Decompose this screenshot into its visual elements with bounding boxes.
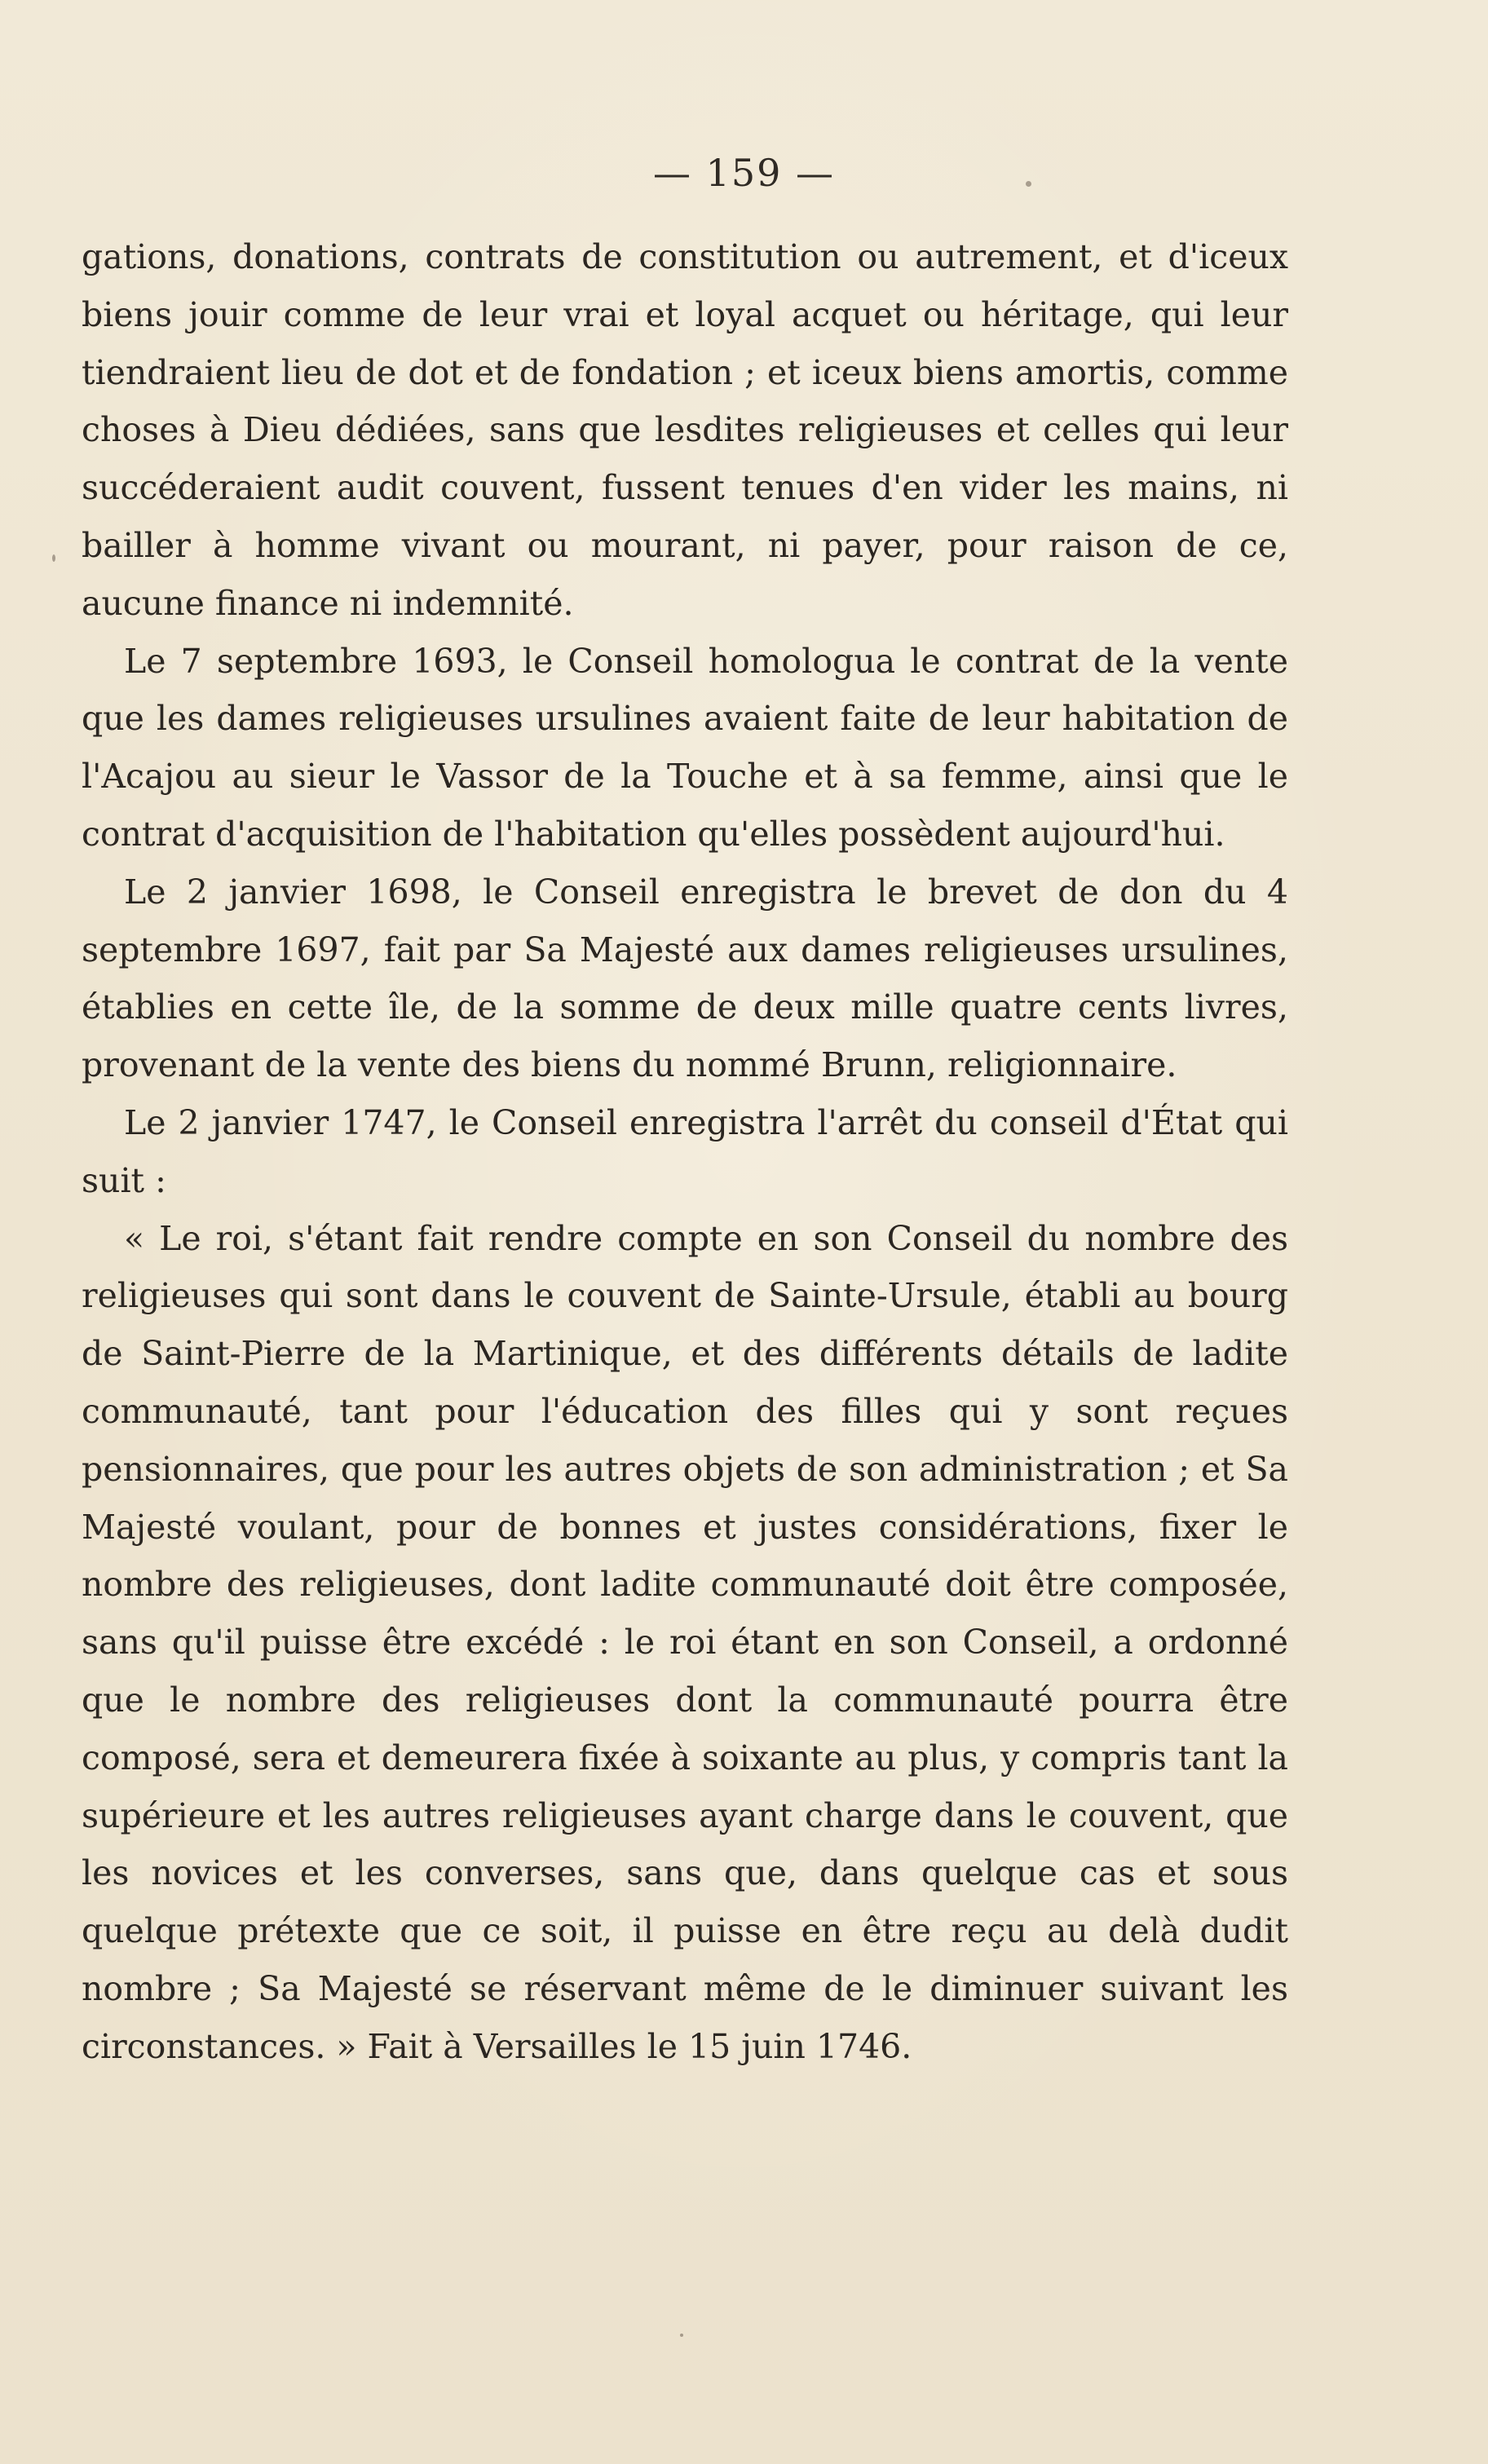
paragraph: « Le roi, s'étant fait rendre compte en son Conseil du nombre des religieuses qui sont dans le couvent de Sainte-Ursule, établi au bourg de Saint-Pierre de la Martinique, et des différents détails de ladite communauté, tant pour l'éducation des filles qui y sont reçues pensionnaires, que pour les autres objets de son administration ; et Sa Majesté voulant, pour de bonnes et justes considérations, fixer le nombre des religieuses, dont ladite communauté doit être composée, sans qu'il puisse être excédé : le roi étant en son Conseil, a ordonné que le nombre des religieuses dont la communauté pourra être composé, sera et demeurera fixée à soixante au plus, y compris tant la supérieure et les autres religieuses ayant charge dans le couvent, que les novices et les converses, sans que, dans quelque cas et sous quelque prétexte que ce soit, il puisse en être reçu au delà dudit nombre ; Sa Majesté se réservant même de le diminuer suivant les circonstances. » Fait à Versailles le 15 juin 1746. <box>82 1218 1288 2066</box>
body-text <box>82 228 1288 2076</box>
paper-speck <box>1026 181 1031 187</box>
paper-speck <box>680 2334 683 2337</box>
paragraph: Le 2 janvier 1698, le Conseil enregistra le brevet de don du 4 septembre 1697, fait par Sa Majesté aux dames religieuses ursulines, établies en cette île, de la somme de deux mille quatre cents livres, provenant de la vente des biens du nommé Brunn, religionnaire. <box>82 872 1288 1085</box>
paper-speck <box>52 554 55 562</box>
page-number: — 159 — <box>652 151 836 195</box>
paragraph: Le 7 septembre 1693, le Conseil homologua le contrat de la vente que les dames religieuses ursulines avaient faite de leur habitation de l'Acajou au sieur le Vassor de la Touche et à sa femme, ainsi que le contrat d'acquisition de l'habitation qu'elles possèdent aujourd'hui. <box>82 641 1288 854</box>
paragraph: gations, donations, contrats de constitution ou autrement, et d'iceux biens jouir comme de leur vrai et loyal acquet ou héritage, qui leur tiendraient lieu de dot et de fondation ; et iceux biens amortis, comme choses à Dieu dédiées, sans que lesdites religieuses et celles qui leur succéderaient audit couvent, fussent tenues d'en vider les mains, ni bailler à homme vivant ou mourant, ni payer, pour raison de ce, aucune finance ni indemnité. <box>82 237 1288 623</box>
paragraph: Le 2 janvier 1747, le Conseil enregistra l'arrêt du conseil d'État qui suit : <box>82 1102 1288 1200</box>
